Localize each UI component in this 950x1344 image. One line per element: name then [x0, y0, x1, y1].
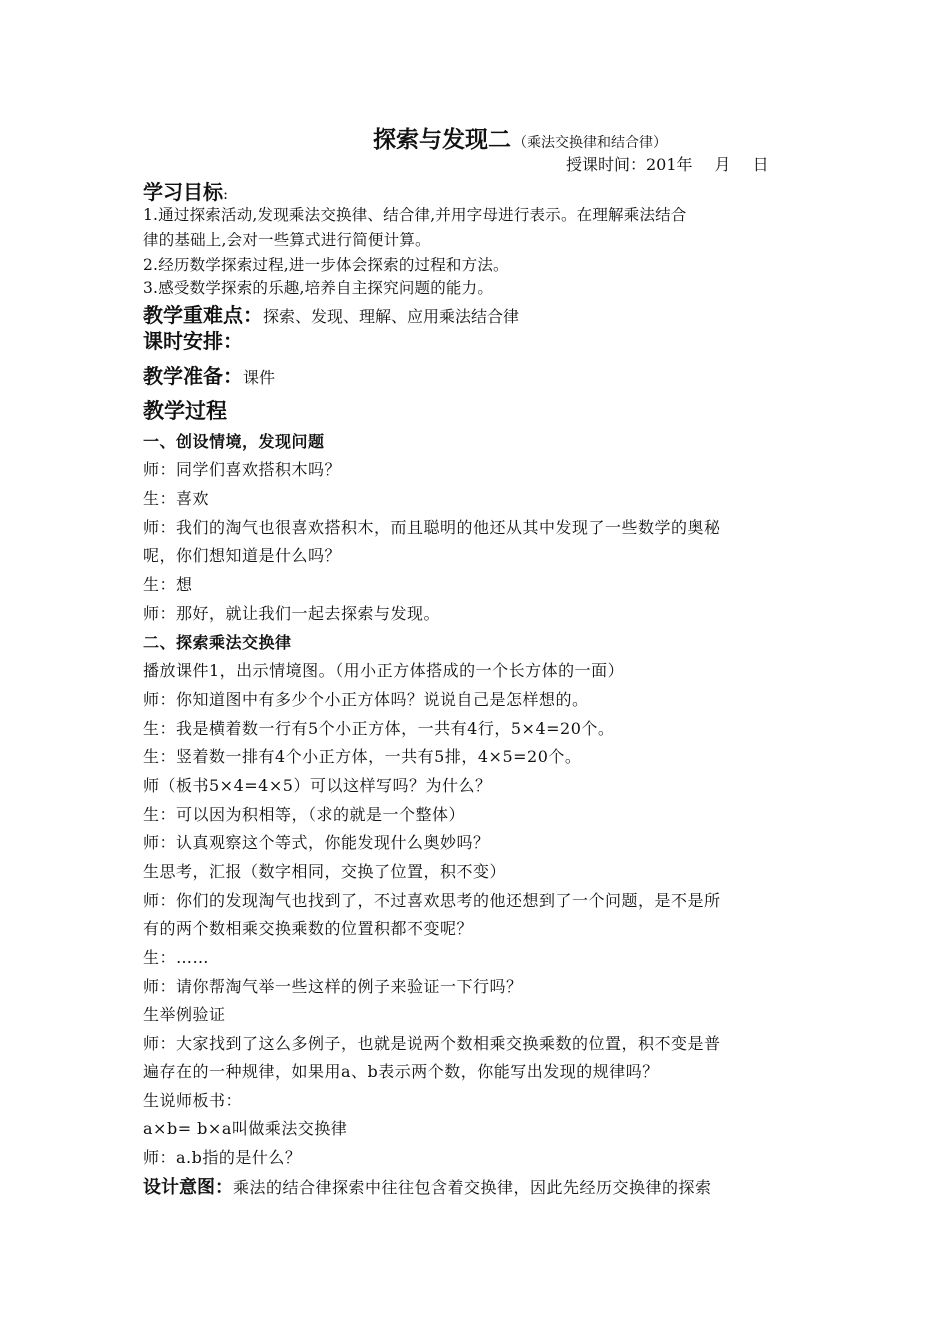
dialogue-line: 师（板书5×4=4×5）可以这样写吗？为什么？	[143, 776, 492, 795]
dialogue-line: 师：大家找到了这么多例子，也就是说两个数相乘交换乘数的位置，积不变是普	[143, 1034, 721, 1053]
dialogue-line: 生举例验证	[143, 1005, 226, 1024]
date-day: 日	[752, 155, 769, 174]
dialogue-line: 师：我们的淘气也很喜欢搭积木，而且聪明的他还从其中发现了一些数学的奥秘	[143, 518, 721, 537]
objective-line: 2.经历数学探索过程,进一步体会探索的过程和方法。	[143, 256, 509, 274]
formula-line: a×b= b×a叫做乘法交换律	[143, 1119, 348, 1138]
title-subtitle: （乘法交换律和结合律）	[513, 135, 667, 151]
dialogue-line: 师：同学们喜欢搭积木吗？	[143, 460, 342, 479]
design-heading: 设计意图：	[143, 1177, 233, 1198]
design-intent	[143, 1173, 712, 1199]
date-month: 月	[714, 155, 731, 174]
preparation-text: 课件	[243, 368, 276, 387]
dialogue-line: 播放课件1，出示情境图。（用小正方体搭成的一个长方体的一面）	[143, 661, 625, 680]
design-text: 乘法的结合律探索中往往包含着交换律，因此先经历交换律的探索	[233, 1178, 712, 1197]
section-title: 二、探索乘法交换律	[143, 633, 292, 652]
dialogue-line: 师：那好，就让我们一起去探索与发现。	[143, 604, 441, 623]
objectives-heading: 学习目标:	[143, 180, 229, 204]
keypoints-heading: 教学重难点：探索、发现、理解、应用乘法结合律	[143, 303, 520, 327]
dialogue-line: 生：我是横着数一行有5个小正方体，一共有4行，5×4=20个。	[143, 719, 615, 738]
process-heading: 教学过程	[143, 399, 227, 423]
dialogue-line: 生：竖着数一排有4个小正方体，一共有5排，4×5=20个。	[143, 747, 582, 766]
keypoints-text: 探索、发现、理解、应用乘法结合律	[263, 307, 520, 326]
dialogue-line: 师：你们的发现淘气也找到了，不过喜欢思考的他还想到了一个问题，是不是所	[143, 891, 721, 910]
dialogue-line: 生：想	[143, 575, 193, 594]
dialogue-line: 遍存在的一种规律，如果用a、b表示两个数，你能写出发现的规律吗？	[143, 1062, 659, 1081]
dialogue-line: 师：认真观察这个等式，你能发现什么奥妙吗？	[143, 833, 490, 852]
dialogue-line: 有的两个数相乘交换乘数的位置积都不变呢？	[143, 919, 474, 938]
objective-line: 律的基础上,会对一些算式进行简便计算。	[143, 231, 431, 249]
objective-line: 3.感受数学探索的乐趣,培养自主探究问题的能力。	[143, 279, 494, 297]
title-main: 探索与发现二	[373, 127, 511, 153]
lesson-title	[373, 121, 667, 154]
preparation-heading: 教学准备：课件	[143, 364, 276, 388]
dialogue-line: 生：喜欢	[143, 489, 210, 508]
schedule-heading: 课时安排：	[143, 329, 243, 353]
dialogue-line: 呢，你们想知道是什么吗？	[143, 546, 342, 565]
dialogue-line: 师：请你帮淘气举一些这样的例子来验证一下行吗？	[143, 977, 523, 996]
dialogue-line: 生思考，汇报（数字相同，交换了位置，积不变）	[143, 862, 507, 881]
objective-line: 1.通过探索活动,发现乘法交换律、结合律,并用字母进行表示。在理解乘法结合	[143, 206, 687, 224]
dialogue-line: 师：a.b指的是什么？	[143, 1148, 302, 1167]
dialogue-line: 生：……	[143, 948, 210, 967]
dialogue-line: 师：你知道图中有多少个小正方体吗？说说自己是怎样想的。	[143, 690, 589, 709]
dialogue-line: 生：可以因为积相等，（求的就是一个整体）	[143, 805, 466, 824]
section-title: 一、创设情境，发现问题	[143, 432, 325, 451]
dialogue-line: 生说师板书：	[143, 1091, 243, 1110]
lesson-date	[566, 152, 769, 175]
date-label: 授课时间：201年	[566, 155, 693, 174]
